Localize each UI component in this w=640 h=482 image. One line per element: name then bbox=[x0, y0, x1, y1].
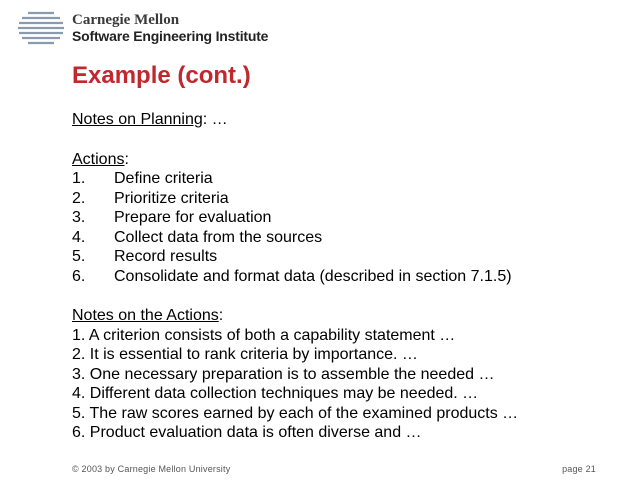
slide-content bbox=[72, 110, 612, 443]
action-item bbox=[72, 189, 612, 209]
footer-page-number: page 21 bbox=[562, 464, 596, 474]
note-item: 4. Different data collection techniques may be needed. … bbox=[72, 385, 479, 402]
logo-line-cmu: Carnegie Mellon bbox=[72, 12, 180, 28]
action-text: Prepare for evaluation bbox=[114, 209, 272, 226]
logo-text bbox=[72, 12, 268, 44]
action-text: Prioritize criteria bbox=[114, 189, 229, 207]
planning-label: Notes on Planning bbox=[72, 111, 203, 128]
actions-label: Actions bbox=[72, 150, 125, 168]
note-item: 2. It is essential to rank criteria by importance. … bbox=[72, 346, 418, 363]
action-text: Define criteria bbox=[114, 170, 213, 187]
action-number: 3. bbox=[72, 209, 86, 226]
note-item: 1. A criterion consists of both a capability statement … bbox=[72, 326, 456, 344]
action-item bbox=[72, 169, 612, 189]
notes-colon: : bbox=[218, 307, 224, 324]
slide-title: Example (cont.) bbox=[72, 62, 251, 89]
notes-heading bbox=[72, 306, 612, 326]
action-number: 1. bbox=[72, 170, 86, 187]
action-item bbox=[72, 267, 612, 287]
action-text: Record results bbox=[114, 248, 218, 265]
action-item bbox=[72, 228, 612, 248]
notes-list bbox=[72, 326, 612, 443]
actions-heading bbox=[72, 150, 612, 170]
actions-list bbox=[72, 169, 612, 286]
action-item bbox=[72, 247, 612, 267]
action-number: 4. bbox=[72, 228, 86, 246]
action-text: Consolidate and format data (described in section 7.1.5) bbox=[114, 267, 512, 285]
globe-icon bbox=[16, 8, 66, 48]
note-item: 5. The raw scores earned by each of the examined products … bbox=[72, 404, 519, 422]
action-number: 2. bbox=[72, 189, 86, 207]
logo-line-sei: Software Engineering Institute bbox=[72, 28, 269, 44]
action-number: 6. bbox=[72, 267, 86, 285]
footer-copyright: © 2003 by Carnegie Mellon University bbox=[72, 464, 231, 474]
planning-suffix: : … bbox=[202, 111, 228, 128]
note-item: 3. One necessary preparation is to assemble the needed … bbox=[72, 365, 495, 383]
actions-colon: : bbox=[124, 150, 129, 168]
note-item: 6. Product evaluation data is often diverse and … bbox=[72, 424, 422, 441]
action-number: 5. bbox=[72, 248, 86, 265]
planning-note bbox=[72, 110, 612, 130]
action-item bbox=[72, 208, 612, 228]
action-text: Collect data from the sources bbox=[114, 228, 323, 246]
notes-label: Notes on the Actions bbox=[72, 307, 219, 324]
